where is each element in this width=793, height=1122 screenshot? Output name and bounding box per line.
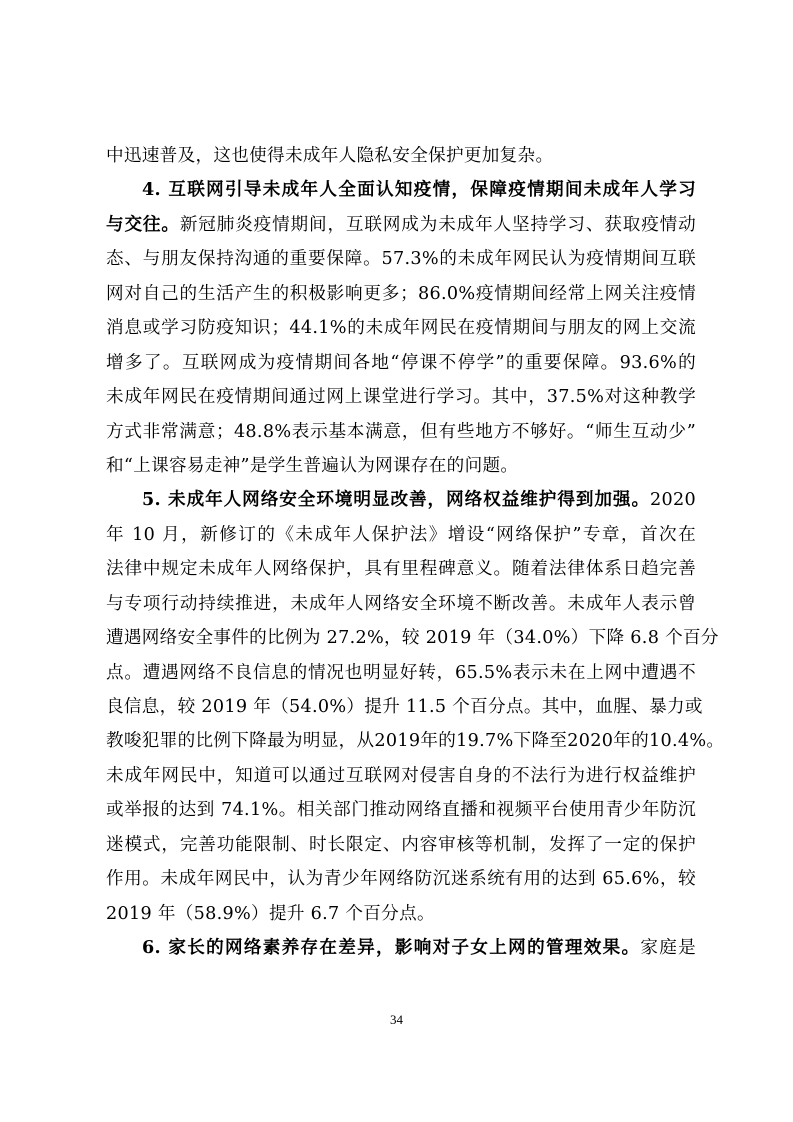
body-text: 增多了。互联网成为疫情期间各地“停课不停学”的重要保障。93.6%的 [106, 352, 696, 373]
paragraph-heading: 4. 互联网引导未成年人全面认知疫情，保障疫情期间未成年人学习 [142, 179, 696, 201]
text-line [106, 656, 696, 690]
text-line [106, 587, 696, 621]
paragraph-heading: 与交往。 [106, 213, 180, 235]
body-text: 家庭是 [640, 938, 696, 959]
body-text: 法律中规定未成年人网络保护，具有里程碑意义。随着法律体系日趋完善 [106, 559, 696, 580]
paragraph-heading: 6. 家长的网络素养存在差异，影响对子女上网的管理效果。 [142, 937, 641, 959]
text-line [106, 793, 696, 827]
text-line [106, 621, 719, 655]
text-line [106, 552, 696, 586]
body-text: 与专项行动持续推进，未成年人网络安全环境不断改善。未成年人表示曾 [106, 593, 696, 614]
text-line [106, 518, 696, 552]
text-line [106, 828, 696, 862]
text-line [106, 242, 696, 276]
body-text: 未成年网民在疫情期间通过网上课堂进行学习。其中，37.5%对这种教学 [106, 387, 696, 408]
body-text: 年 10 月，新修订的《未成年人保护法》增设“网络保护”专章，首次在 [106, 524, 696, 545]
body-text: 和“上课容易走神”是学生普遍认为网课存在的问题。 [106, 455, 519, 476]
paragraph-heading: 5. 未成年人网络安全环境明显改善，网络权益维护得到加强。 [142, 489, 651, 511]
document-body [106, 139, 725, 966]
body-text: 消息或学习防疫知识；44.1%的未成年网民在疫情期间与朋友的网上交流 [106, 318, 696, 339]
body-text: 迷模式，完善功能限制、时长限定、内容审核等机制，发挥了一定的保护 [106, 834, 696, 855]
paragraph-p-cont [106, 139, 696, 173]
paragraph-p5 [106, 483, 725, 931]
body-text: 作用。未成年网民中，认为青少年网络防沉迷系统有用的达到 65.6%，较 [106, 869, 696, 890]
text-line [106, 449, 696, 483]
text-line [106, 415, 696, 449]
body-text: 遭遇网络安全事件的比例为 27.2%，较 2019 年（34.0%）下降 6.8 个百分 [106, 628, 719, 649]
text-line [106, 311, 696, 345]
body-text: 态、与朋友保持沟通的重要保障。57.3%的未成年网民认为疫情期间互联 [106, 249, 696, 270]
text-line [106, 139, 696, 173]
body-text: 或举报的达到 74.1%。相关部门推动网络直播和视频平台使用青少年防沉 [106, 800, 696, 821]
body-text: 点。遭遇网络不良信息的情况也明显好转，65.5%表示未在上网中遭遇不 [106, 662, 696, 683]
text-line [106, 346, 696, 380]
body-text: 2020 [650, 490, 696, 511]
body-text: 教唆犯罪的比例下降最为明显，从2019年的19.7%下降至2020年的10.4%。 [106, 731, 725, 752]
text-line [106, 931, 696, 965]
text-line [106, 277, 696, 311]
text-line [106, 690, 703, 724]
body-text: 新冠肺炎疫情期间，互联网成为未成年人坚持学习、获取疫情动 [179, 214, 697, 235]
body-text: 网对自己的生活产生的积极影响更多；86.0%疫情期间经常上网关注疫情 [106, 283, 696, 304]
body-text: 2019 年（58.9%）提升 6.7 个百分点。 [106, 903, 435, 924]
text-line [106, 173, 696, 207]
text-line [106, 724, 725, 758]
body-text: 方式非常满意；48.8%表示基本满意，但有些地方不够好。“师生互动少” [106, 421, 696, 442]
text-line [106, 208, 696, 242]
text-line [106, 862, 696, 896]
paragraph-p6 [106, 931, 696, 965]
text-line [106, 897, 696, 931]
text-line [106, 759, 696, 793]
paragraph-p4 [106, 173, 696, 483]
text-line [106, 483, 696, 517]
body-text: 未成年网民中，知道可以通过互联网对侵害自身的不法行为进行权益维护 [106, 765, 696, 786]
page-number: 34 [390, 1012, 403, 1027]
body-text: 中迅速普及，这也使得未成年人隐私安全保护更加复杂。 [106, 146, 554, 166]
text-line [106, 380, 696, 414]
body-text: 良信息，较 2019 年（54.0%）提升 11.5 个百分点。其中，血腥、暴力或 [106, 697, 703, 717]
